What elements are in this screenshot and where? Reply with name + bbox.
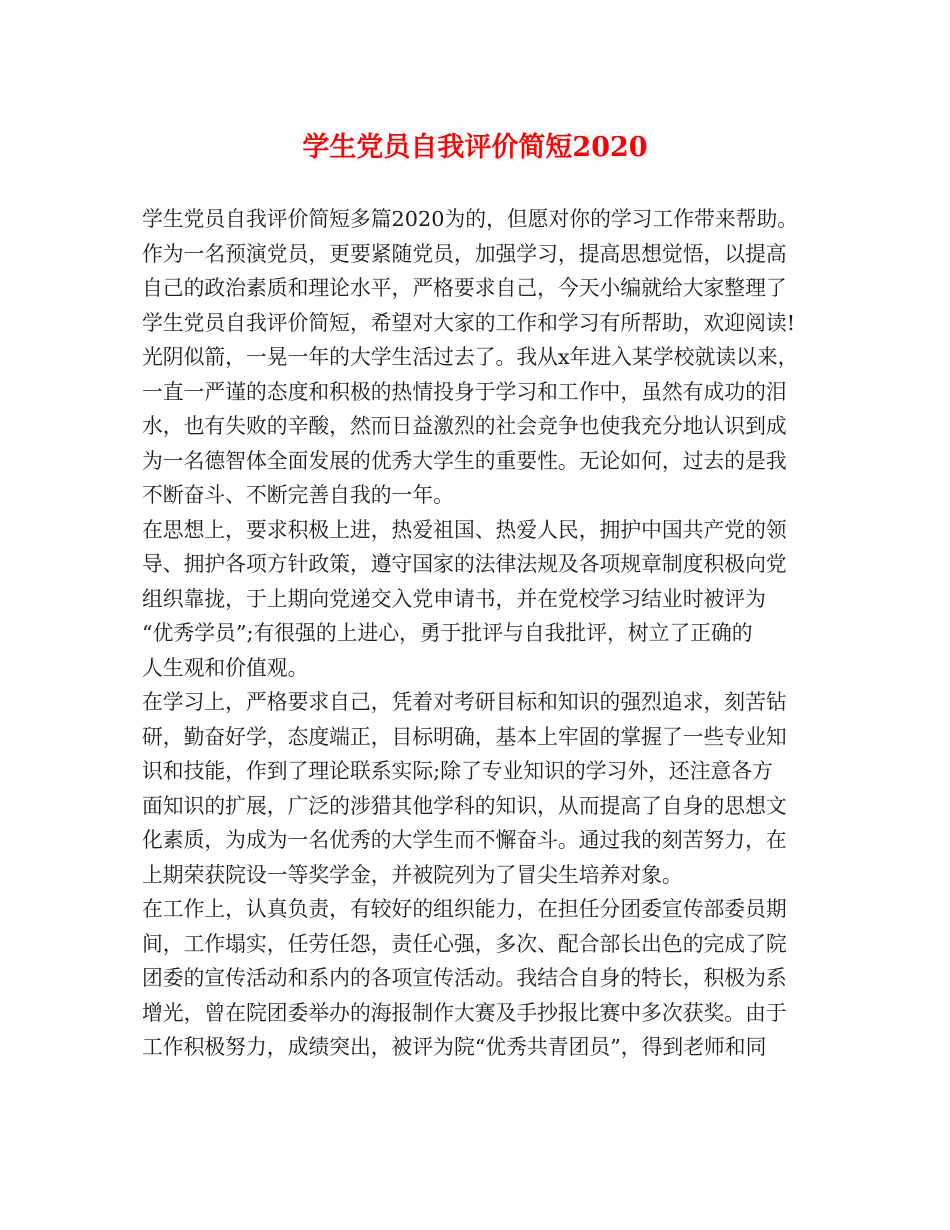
text-line: 面知识的扩展，广泛的涉猎其他学科的知识，从而提高了自身的思想文 xyxy=(142,793,787,818)
text-line: 识和技能，作到了理论联系实际;除了专业知识的学习外，还注意各方 xyxy=(142,759,773,783)
text-line: 在工作上，认真负责，有较好的组织能力，在担任分团委宣传部委员期 xyxy=(142,897,787,921)
document-title: 学生党员自我评价简短2020 xyxy=(302,132,648,163)
text-line: 人生观和价值观。 xyxy=(142,655,309,680)
text-line: 学生党员自我评价简短，希望对大家的工作和学习有所帮助，欢迎阅读! xyxy=(142,310,796,335)
text-line: 学生党员自我评价简短多篇2020为的，但愿对你的学习工作带来帮助。 xyxy=(142,207,799,231)
text-line: 自己的政治素质和理论水平，严格要求自己，今天小编就给大家整理了 xyxy=(142,276,787,300)
text-line: 组织靠拢，于上期向党递交入党申请书，并在党校学习结业时被评为 xyxy=(142,586,766,611)
text-line: 光阴似箭，一晃一年的大学生活过去了。我从x年进入某学校就读以来， xyxy=(142,345,799,369)
text-line: 不断奋斗、不断完善自我的一年。 xyxy=(142,483,454,507)
text-line: 上期荣获院设一等奖学金，并被院列为了冒尖生培养对象。 xyxy=(142,862,683,887)
text-line: 工作积极努力，成绩突出，被评为院“优秀共青团员”，得到老师和同 xyxy=(142,1035,767,1059)
text-line: 一直一严谨的态度和积极的热情投身于学习和工作中，虽然有成功的泪 xyxy=(142,379,787,404)
text-line: 作为一名预演党员，更要紧随党员，加强学习，提高思想觉悟，以提高 xyxy=(142,241,787,266)
text-line: 导、拥护各项方针政策，遵守国家的法律法规及各项规章制度积极向党 xyxy=(142,552,787,576)
text-line: “优秀学员”;有很强的上进心，勇于批评与自我批评，树立了正确的 xyxy=(142,621,753,645)
text-line: 在思想上，要求积极上进，热爱祖国、热爱人民，拥护中国共产党的领 xyxy=(142,517,787,542)
text-line: 增光，曾在院团委举办的海报制作大赛及手抄报比赛中多次获奖。由于 xyxy=(142,1000,787,1025)
text-line: 研，勤奋好学，态度端正，目标明确，基本上牢固的掌握了一些专业知 xyxy=(142,724,787,749)
text-line: 在学习上，严格要求自己，凭着对考研目标和知识的强烈追求，刻苦钻 xyxy=(142,690,787,714)
text-line: 团委的宣传活动和系内的各项宣传活动。我结合自身的特长，积极为系 xyxy=(142,966,787,990)
text-line: 为一名德智体全面发展的优秀大学生的重要性。无论如何，过去的是我 xyxy=(142,448,787,473)
document-body xyxy=(142,202,832,1065)
text-line: 间，工作塌实，任劳任怨，责任心强，多次、配合部长出色的完成了院 xyxy=(142,931,787,956)
text-line: 化素质，为成为一名优秀的大学生而不懈奋斗。通过我的刻苦努力，在 xyxy=(142,828,787,852)
text-line: 水，也有失败的辛酸，然而日益激烈的社会竞争也使我充分地认识到成 xyxy=(142,414,787,438)
